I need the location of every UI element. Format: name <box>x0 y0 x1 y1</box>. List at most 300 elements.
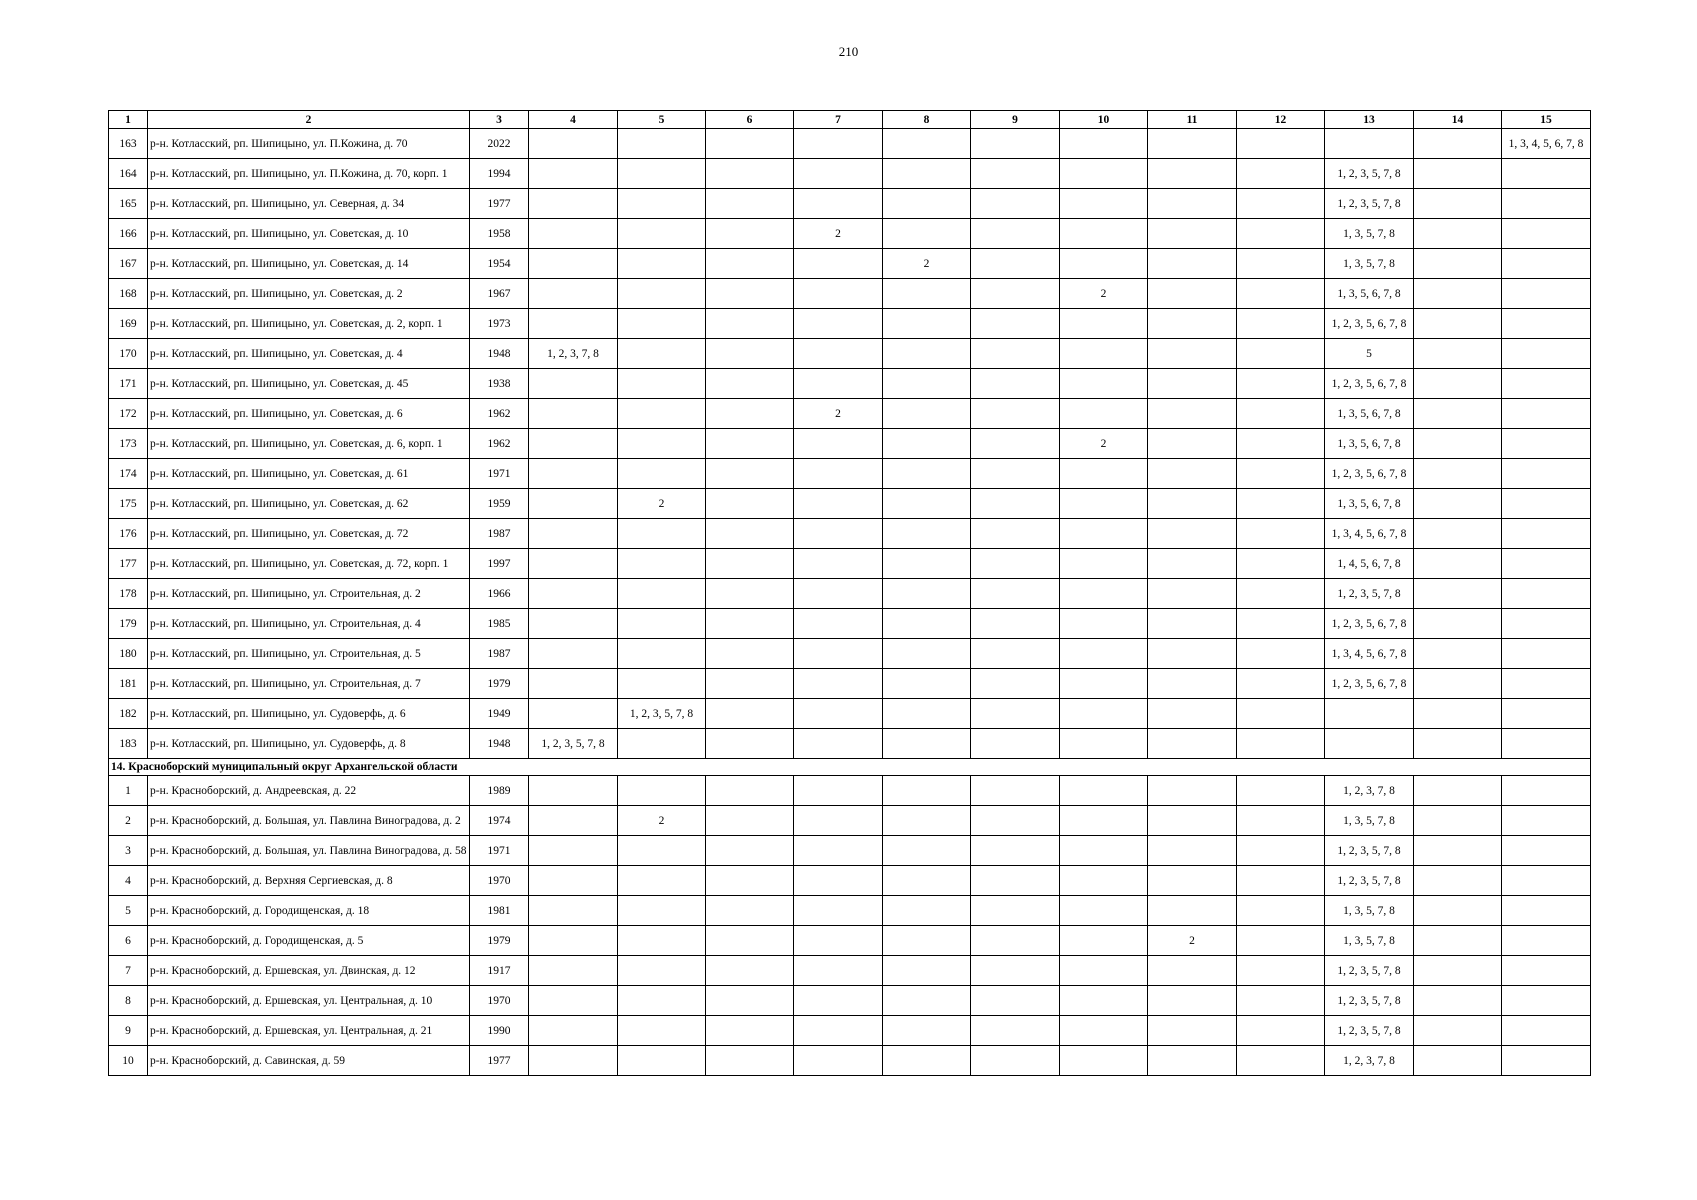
value-cell-col13: 1, 2, 3, 5, 6, 7, 8 <box>1325 309 1414 339</box>
value-cell-col4: 1, 2, 3, 5, 7, 8 <box>529 729 618 759</box>
value-cell-col10 <box>1060 399 1148 429</box>
value-cell-col9 <box>971 519 1060 549</box>
value-cell-col10 <box>1060 309 1148 339</box>
value-cell-col5 <box>618 249 706 279</box>
value-cell-col9 <box>971 669 1060 699</box>
address-cell: р-н. Красноборский, д. Городищенская, д. 18 <box>148 896 470 926</box>
value-cell-col14 <box>1414 776 1502 806</box>
value-cell-col12 <box>1237 579 1325 609</box>
value-cell-col15 <box>1502 519 1591 549</box>
value-cell-col7 <box>794 609 883 639</box>
row-number: 170 <box>109 339 148 369</box>
value-cell-col9 <box>971 579 1060 609</box>
address-cell: р-н. Котласский, рп. Шипицыно, ул. Строительная, д. 7 <box>148 669 470 699</box>
address-cell: р-н. Котласский, рп. Шипицыно, ул. Советская, д. 61 <box>148 459 470 489</box>
value-cell-col8 <box>883 519 971 549</box>
address-cell: р-н. Красноборский, д. Верхняя Сергиевская, д. 8 <box>148 866 470 896</box>
row-number: 182 <box>109 699 148 729</box>
value-cell-col12 <box>1237 489 1325 519</box>
value-cell-col7 <box>794 429 883 459</box>
value-cell-col13: 1, 3, 5, 7, 8 <box>1325 219 1414 249</box>
table-row <box>109 836 1591 866</box>
table-row <box>109 986 1591 1016</box>
value-cell-col9 <box>971 459 1060 489</box>
value-cell-col8 <box>883 339 971 369</box>
value-cell-col13: 1, 3, 5, 7, 8 <box>1325 806 1414 836</box>
value-cell-col11 <box>1148 1016 1237 1046</box>
value-cell-col14 <box>1414 519 1502 549</box>
value-cell-col8 <box>883 279 971 309</box>
value-cell-col12 <box>1237 806 1325 836</box>
address-cell: р-н. Котласский, рп. Шипицыно, ул. Советская, д. 6 <box>148 399 470 429</box>
address-cell: р-н. Котласский, рп. Шипицыно, ул. П.Кожина, д. 70 <box>148 129 470 159</box>
value-cell-col7 <box>794 926 883 956</box>
value-cell-col12 <box>1237 956 1325 986</box>
address-cell: р-н. Котласский, рп. Шипицыно, ул. Советская, д. 2 <box>148 279 470 309</box>
value-cell-col12 <box>1237 129 1325 159</box>
value-cell-col14 <box>1414 369 1502 399</box>
address-cell: р-н. Котласский, рп. Шипицыно, ул. Советская, д. 4 <box>148 339 470 369</box>
value-cell-col8 <box>883 219 971 249</box>
value-cell-col9 <box>971 249 1060 279</box>
value-cell-col13: 1, 3, 5, 7, 8 <box>1325 249 1414 279</box>
table-row <box>109 926 1591 956</box>
value-cell-col9 <box>971 926 1060 956</box>
value-cell-col11 <box>1148 159 1237 189</box>
value-cell-col6 <box>706 339 794 369</box>
row-number: 4 <box>109 866 148 896</box>
table-row <box>109 806 1591 836</box>
column-header-3: 3 <box>470 111 529 129</box>
value-cell-col13: 1, 2, 3, 5, 7, 8 <box>1325 579 1414 609</box>
value-cell-col5 <box>618 159 706 189</box>
value-cell-col11 <box>1148 429 1237 459</box>
value-cell-col10 <box>1060 639 1148 669</box>
row-number: 6 <box>109 926 148 956</box>
value-cell-col11 <box>1148 776 1237 806</box>
row-number: 169 <box>109 309 148 339</box>
year-cell: 1981 <box>470 896 529 926</box>
address-cell: р-н. Котласский, рп. Шипицыно, ул. Советская, д. 72, корп. 1 <box>148 549 470 579</box>
value-cell-col9 <box>971 549 1060 579</box>
value-cell-col14 <box>1414 1046 1502 1076</box>
row-number: 9 <box>109 1016 148 1046</box>
value-cell-col4 <box>529 806 618 836</box>
value-cell-col13: 5 <box>1325 339 1414 369</box>
value-cell-col15 <box>1502 189 1591 219</box>
value-cell-col6 <box>706 806 794 836</box>
row-number: 171 <box>109 369 148 399</box>
column-header-13: 13 <box>1325 111 1414 129</box>
value-cell-col12 <box>1237 459 1325 489</box>
address-cell: р-н. Красноборский, д. Савинская, д. 59 <box>148 1046 470 1076</box>
table-row <box>109 1016 1591 1046</box>
value-cell-col4 <box>529 309 618 339</box>
value-cell-col9 <box>971 1016 1060 1046</box>
value-cell-col8 <box>883 1046 971 1076</box>
value-cell-col12 <box>1237 639 1325 669</box>
value-cell-col11 <box>1148 489 1237 519</box>
value-cell-col13: 1, 3, 5, 6, 7, 8 <box>1325 489 1414 519</box>
year-cell: 1997 <box>470 549 529 579</box>
value-cell-col12 <box>1237 309 1325 339</box>
value-cell-col15 <box>1502 399 1591 429</box>
value-cell-col15 <box>1502 836 1591 866</box>
value-cell-col15 <box>1502 219 1591 249</box>
address-cell: р-н. Красноборский, д. Андреевская, д. 22 <box>148 776 470 806</box>
row-number: 5 <box>109 896 148 926</box>
value-cell-col14 <box>1414 579 1502 609</box>
value-cell-col6 <box>706 609 794 639</box>
value-cell-col11 <box>1148 579 1237 609</box>
year-cell: 1970 <box>470 986 529 1016</box>
value-cell-col9 <box>971 609 1060 639</box>
row-number: 176 <box>109 519 148 549</box>
address-cell: р-н. Котласский, рп. Шипицыно, ул. Строительная, д. 2 <box>148 579 470 609</box>
value-cell-col4 <box>529 249 618 279</box>
value-cell-col8 <box>883 699 971 729</box>
value-cell-col12 <box>1237 399 1325 429</box>
address-cell: р-н. Котласский, рп. Шипицыно, ул. Советская, д. 6, корп. 1 <box>148 429 470 459</box>
value-cell-col13: 1, 3, 5, 6, 7, 8 <box>1325 279 1414 309</box>
value-cell-col12 <box>1237 549 1325 579</box>
value-cell-col10 <box>1060 159 1148 189</box>
value-cell-col13: 1, 2, 3, 5, 7, 8 <box>1325 866 1414 896</box>
value-cell-col5 <box>618 729 706 759</box>
table-row <box>109 549 1591 579</box>
value-cell-col6 <box>706 129 794 159</box>
year-cell: 1977 <box>470 189 529 219</box>
value-cell-col10 <box>1060 806 1148 836</box>
value-cell-col14 <box>1414 1016 1502 1046</box>
value-cell-col15 <box>1502 956 1591 986</box>
address-cell: р-н. Котласский, рп. Шипицыно, ул. Советская, д. 14 <box>148 249 470 279</box>
table-row <box>109 579 1591 609</box>
address-cell: р-н. Котласский, рп. Шипицыно, ул. П.Кожина, д. 70, корп. 1 <box>148 159 470 189</box>
value-cell-col7 <box>794 519 883 549</box>
value-cell-col10 <box>1060 549 1148 579</box>
table-row <box>109 369 1591 399</box>
value-cell-col6 <box>706 776 794 806</box>
value-cell-col10 <box>1060 489 1148 519</box>
table-row <box>109 699 1591 729</box>
value-cell-col15 <box>1502 1046 1591 1076</box>
value-cell-col5 <box>618 429 706 459</box>
row-number: 177 <box>109 549 148 579</box>
value-cell-col8 <box>883 369 971 399</box>
value-cell-col14 <box>1414 339 1502 369</box>
value-cell-col5 <box>618 866 706 896</box>
value-cell-col7 <box>794 309 883 339</box>
value-cell-col12 <box>1237 609 1325 639</box>
value-cell-col15 <box>1502 609 1591 639</box>
value-cell-col12 <box>1237 429 1325 459</box>
value-cell-col10 <box>1060 896 1148 926</box>
value-cell-col9 <box>971 956 1060 986</box>
value-cell-col4 <box>529 639 618 669</box>
value-cell-col4 <box>529 129 618 159</box>
value-cell-col13: 1, 3, 5, 6, 7, 8 <box>1325 399 1414 429</box>
value-cell-col14 <box>1414 249 1502 279</box>
table-row <box>109 399 1591 429</box>
value-cell-col13: 1, 2, 3, 5, 6, 7, 8 <box>1325 669 1414 699</box>
address-cell: р-н. Красноборский, д. Большая, ул. Павлина Виноградова, д. 58 <box>148 836 470 866</box>
value-cell-col6 <box>706 956 794 986</box>
value-cell-col9 <box>971 729 1060 759</box>
value-cell-col11 <box>1148 129 1237 159</box>
value-cell-col7 <box>794 836 883 866</box>
value-cell-col8 <box>883 669 971 699</box>
table-row <box>109 896 1591 926</box>
value-cell-col5 <box>618 519 706 549</box>
year-cell: 2022 <box>470 129 529 159</box>
column-header-9: 9 <box>971 111 1060 129</box>
value-cell-col5: 2 <box>618 806 706 836</box>
value-cell-col11 <box>1148 639 1237 669</box>
value-cell-col9 <box>971 159 1060 189</box>
year-cell: 1979 <box>470 926 529 956</box>
year-cell: 1917 <box>470 956 529 986</box>
value-cell-col7 <box>794 1046 883 1076</box>
value-cell-col14 <box>1414 866 1502 896</box>
value-cell-col13 <box>1325 129 1414 159</box>
year-cell: 1958 <box>470 219 529 249</box>
value-cell-col15 <box>1502 489 1591 519</box>
value-cell-col11 <box>1148 459 1237 489</box>
value-cell-col14 <box>1414 926 1502 956</box>
value-cell-col5 <box>618 399 706 429</box>
value-cell-col11 <box>1148 956 1237 986</box>
value-cell-col13: 1, 2, 3, 5, 6, 7, 8 <box>1325 369 1414 399</box>
value-cell-col6 <box>706 1046 794 1076</box>
value-cell-col8 <box>883 399 971 429</box>
column-header-6: 6 <box>706 111 794 129</box>
year-cell: 1962 <box>470 429 529 459</box>
table-row <box>109 129 1591 159</box>
value-cell-col10 <box>1060 699 1148 729</box>
value-cell-col14 <box>1414 669 1502 699</box>
year-cell: 1967 <box>470 279 529 309</box>
value-cell-col9 <box>971 1046 1060 1076</box>
value-cell-col9 <box>971 279 1060 309</box>
value-cell-col10 <box>1060 986 1148 1016</box>
value-cell-col4: 1, 2, 3, 7, 8 <box>529 339 618 369</box>
value-cell-col6 <box>706 1016 794 1046</box>
row-number: 167 <box>109 249 148 279</box>
value-cell-col12 <box>1237 836 1325 866</box>
value-cell-col4 <box>529 399 618 429</box>
value-cell-col14 <box>1414 699 1502 729</box>
value-cell-col4 <box>529 219 618 249</box>
value-cell-col14 <box>1414 489 1502 519</box>
value-cell-col13: 1, 3, 5, 6, 7, 8 <box>1325 429 1414 459</box>
value-cell-col5 <box>618 369 706 399</box>
value-cell-col6 <box>706 309 794 339</box>
value-cell-col12 <box>1237 189 1325 219</box>
value-cell-col11 <box>1148 806 1237 836</box>
value-cell-col13: 1, 4, 5, 6, 7, 8 <box>1325 549 1414 579</box>
value-cell-col15 <box>1502 806 1591 836</box>
column-header-5: 5 <box>618 111 706 129</box>
value-cell-col7 <box>794 956 883 986</box>
row-number: 166 <box>109 219 148 249</box>
table-row <box>109 459 1591 489</box>
value-cell-col10: 2 <box>1060 279 1148 309</box>
value-cell-col6 <box>706 836 794 866</box>
value-cell-col13: 1, 2, 3, 5, 6, 7, 8 <box>1325 609 1414 639</box>
value-cell-col6 <box>706 219 794 249</box>
value-cell-col11 <box>1148 669 1237 699</box>
table-row <box>109 729 1591 759</box>
value-cell-col5 <box>618 1016 706 1046</box>
value-cell-col12 <box>1237 249 1325 279</box>
value-cell-col13: 1, 2, 3, 5, 7, 8 <box>1325 189 1414 219</box>
address-cell: р-н. Красноборский, д. Ершевская, ул. Центральная, д. 21 <box>148 1016 470 1046</box>
value-cell-col11 <box>1148 249 1237 279</box>
value-cell-col5: 2 <box>618 489 706 519</box>
value-cell-col15 <box>1502 159 1591 189</box>
table-row <box>109 159 1591 189</box>
value-cell-col9 <box>971 339 1060 369</box>
value-cell-col13: 1, 3, 5, 7, 8 <box>1325 926 1414 956</box>
value-cell-col10 <box>1060 519 1148 549</box>
value-cell-col14 <box>1414 189 1502 219</box>
value-cell-col4 <box>529 1046 618 1076</box>
row-number: 168 <box>109 279 148 309</box>
value-cell-col4 <box>529 489 618 519</box>
value-cell-col11: 2 <box>1148 926 1237 956</box>
value-cell-col11 <box>1148 699 1237 729</box>
value-cell-col13: 1, 2, 3, 5, 6, 7, 8 <box>1325 459 1414 489</box>
column-header-7: 7 <box>794 111 883 129</box>
value-cell-col8 <box>883 129 971 159</box>
table-row <box>109 279 1591 309</box>
value-cell-col9 <box>971 806 1060 836</box>
value-cell-col14 <box>1414 836 1502 866</box>
value-cell-col11 <box>1148 219 1237 249</box>
value-cell-col15 <box>1502 866 1591 896</box>
value-cell-col12 <box>1237 926 1325 956</box>
value-cell-col5 <box>618 986 706 1016</box>
value-cell-col4 <box>529 429 618 459</box>
row-number: 7 <box>109 956 148 986</box>
column-header-8: 8 <box>883 111 971 129</box>
value-cell-col5 <box>618 836 706 866</box>
value-cell-col12 <box>1237 669 1325 699</box>
value-cell-col10 <box>1060 609 1148 639</box>
table-row <box>109 219 1591 249</box>
value-cell-col8: 2 <box>883 249 971 279</box>
value-cell-col11 <box>1148 189 1237 219</box>
year-cell: 1990 <box>470 1016 529 1046</box>
row-number: 3 <box>109 836 148 866</box>
value-cell-col12 <box>1237 519 1325 549</box>
value-cell-col8 <box>883 429 971 459</box>
value-cell-col5 <box>618 129 706 159</box>
value-cell-col5: 1, 2, 3, 5, 7, 8 <box>618 699 706 729</box>
year-cell: 1962 <box>470 399 529 429</box>
year-cell: 1973 <box>470 309 529 339</box>
value-cell-col6 <box>706 399 794 429</box>
value-cell-col9 <box>971 369 1060 399</box>
value-cell-col13: 1, 3, 4, 5, 6, 7, 8 <box>1325 639 1414 669</box>
value-cell-col6 <box>706 429 794 459</box>
value-cell-col12 <box>1237 159 1325 189</box>
value-cell-col7 <box>794 129 883 159</box>
value-cell-col4 <box>529 549 618 579</box>
value-cell-col8 <box>883 776 971 806</box>
value-cell-col11 <box>1148 1046 1237 1076</box>
value-cell-col7 <box>794 369 883 399</box>
value-cell-col6 <box>706 896 794 926</box>
value-cell-col12 <box>1237 279 1325 309</box>
value-cell-col4 <box>529 986 618 1016</box>
value-cell-col9 <box>971 699 1060 729</box>
value-cell-col15 <box>1502 579 1591 609</box>
value-cell-col7 <box>794 189 883 219</box>
value-cell-col11 <box>1148 866 1237 896</box>
value-cell-col7 <box>794 279 883 309</box>
value-cell-col11 <box>1148 309 1237 339</box>
table-row <box>109 866 1591 896</box>
value-cell-col7 <box>794 639 883 669</box>
address-cell: р-н. Котласский, рп. Шипицыно, ул. Советская, д. 2, корп. 1 <box>148 309 470 339</box>
value-cell-col4 <box>529 579 618 609</box>
value-cell-col6 <box>706 669 794 699</box>
table-row <box>109 1046 1591 1076</box>
value-cell-col15 <box>1502 279 1591 309</box>
table-row <box>109 249 1591 279</box>
register-table <box>108 110 1591 1076</box>
value-cell-col7 <box>794 699 883 729</box>
value-cell-col6 <box>706 249 794 279</box>
address-cell: р-н. Котласский, рп. Шипицыно, ул. Северная, д. 34 <box>148 189 470 219</box>
value-cell-col15 <box>1502 429 1591 459</box>
value-cell-col6 <box>706 189 794 219</box>
value-cell-col9 <box>971 189 1060 219</box>
value-cell-col15 <box>1502 339 1591 369</box>
value-cell-col13 <box>1325 729 1414 759</box>
value-cell-col13: 1, 2, 3, 5, 7, 8 <box>1325 956 1414 986</box>
value-cell-col10 <box>1060 459 1148 489</box>
address-cell: р-н. Котласский, рп. Шипицыно, ул. Советская, д. 62 <box>148 489 470 519</box>
row-number: 172 <box>109 399 148 429</box>
value-cell-col6 <box>706 489 794 519</box>
value-cell-col7 <box>794 249 883 279</box>
value-cell-col8 <box>883 609 971 639</box>
value-cell-col15 <box>1502 1016 1591 1046</box>
row-number: 175 <box>109 489 148 519</box>
row-number: 174 <box>109 459 148 489</box>
value-cell-col11 <box>1148 519 1237 549</box>
address-cell: р-н. Красноборский, д. Городищенская, д. 5 <box>148 926 470 956</box>
year-cell: 1938 <box>470 369 529 399</box>
value-cell-col4 <box>529 279 618 309</box>
value-cell-col11 <box>1148 836 1237 866</box>
value-cell-col6 <box>706 866 794 896</box>
value-cell-col14 <box>1414 639 1502 669</box>
value-cell-col10 <box>1060 579 1148 609</box>
value-cell-col7 <box>794 986 883 1016</box>
value-cell-col9 <box>971 129 1060 159</box>
table-row <box>109 309 1591 339</box>
value-cell-col9 <box>971 489 1060 519</box>
value-cell-col12 <box>1237 369 1325 399</box>
value-cell-col7 <box>794 489 883 519</box>
address-cell: р-н. Котласский, рп. Шипицыно, ул. Строительная, д. 4 <box>148 609 470 639</box>
value-cell-col11 <box>1148 279 1237 309</box>
value-cell-col15 <box>1502 369 1591 399</box>
